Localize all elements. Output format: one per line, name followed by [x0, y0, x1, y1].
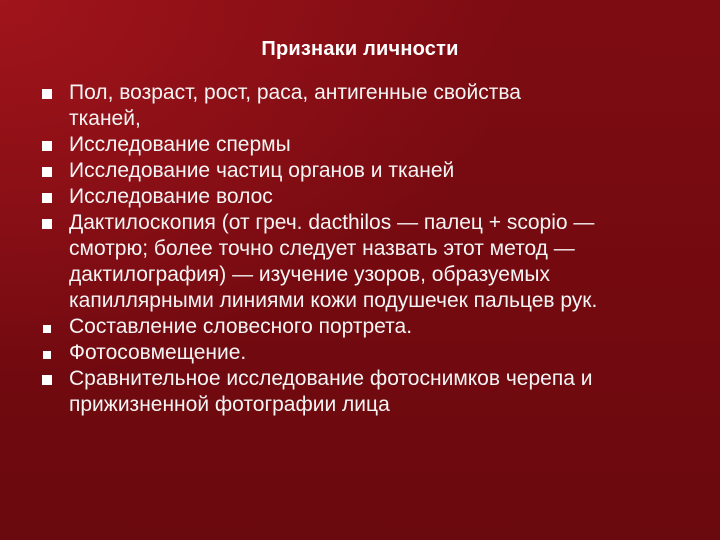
- slide-title: Признаки личности: [261, 38, 459, 60]
- list-item-text: Фотосовмещение.: [69, 341, 247, 364]
- square-bullet-icon: [42, 375, 52, 385]
- list-item: [40, 340, 700, 366]
- list-item-text: Исследование спермы: [69, 133, 291, 156]
- list-item: [40, 80, 700, 132]
- list-item-text: Исследование частиц органов и тканей: [69, 159, 455, 182]
- list-item: [40, 366, 700, 418]
- list-item-text: Сравнительное исследование фотоснимков черепа и прижизненной фотографии лица: [69, 367, 593, 416]
- list-item: [40, 314, 700, 340]
- bullet-list: [40, 80, 700, 418]
- list-item-text: Пол, возраст, рост, раса, антигенные свойства тканей,: [69, 81, 521, 130]
- list-item: [40, 158, 700, 184]
- list-item-text: Дактилоскопия (от греч. dacthilos — палец + scopio — смотрю; более точно следует назвать этот метод — дактилография) — изучение узоров, образуемых капиллярными линиями кожи подушечек пальцев рук.: [69, 211, 598, 312]
- list-item: [40, 132, 700, 158]
- square-bullet-icon: [43, 325, 51, 333]
- list-item: [40, 210, 700, 314]
- square-bullet-icon: [42, 219, 52, 229]
- list-item: [40, 184, 700, 210]
- list-item-text: Составление словесного портрета.: [69, 315, 413, 338]
- square-bullet-icon: [42, 193, 52, 203]
- square-bullet-icon: [42, 141, 52, 151]
- list-item-text: Исследование волос: [69, 185, 273, 208]
- square-bullet-icon: [42, 89, 52, 99]
- square-bullet-icon: [43, 351, 51, 359]
- square-bullet-icon: [42, 167, 52, 177]
